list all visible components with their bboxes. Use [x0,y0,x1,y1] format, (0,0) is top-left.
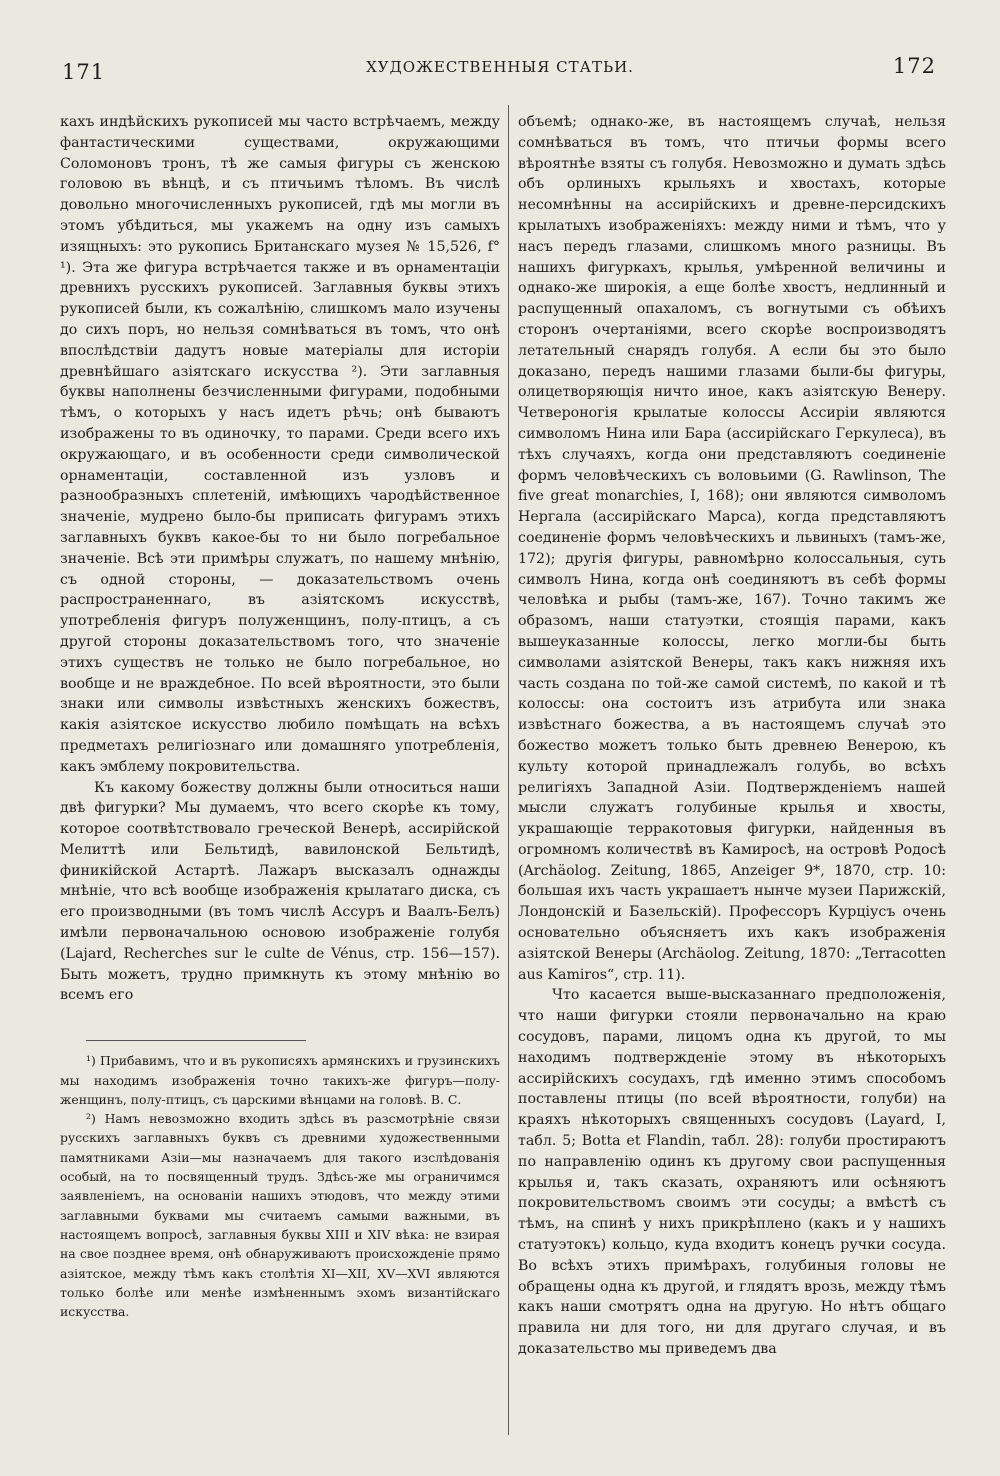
right-column [518,112,946,1438]
running-header [0,48,1000,88]
page-number-left: 171 [62,60,106,84]
left-column [60,112,500,1428]
footnote: ¹) Прибавимъ, что и въ рукописяхъ армянскихъ и грузинскихъ мы находимъ изображенія точно такихъ-же фигуръ—полу-женщинъ, полу-птицъ, съ царскими вѣнцами на головѣ. В. С. [60,1053,500,1107]
page-number-right: 172 [892,54,936,78]
running-title: ХУДОЖЕСТВЕННЫЯ СТАТЬИ. [366,58,634,76]
paragraph: объемѣ; однако-же, въ настоящемъ случаѣ, нельзя сомнѣваться въ томъ, что птичьи формы всего вѣроятнѣе взяты съ голубя. Невозможно и думать здѣсь объ орлиныхъ крыльяхъ и хвостахъ, которые несомнѣнны на ассирійскихъ и древне-персидскихъ крылатыхъ изображеніяхъ: между ними и тѣмъ, что у насъ передъ глазами, слишкомъ много разницы. Въ нашихъ фигуркахъ, крылья, умѣренной величины и однако-же широкія, а еще болѣе хвостъ, недлинный и распущенный опахаломъ, съ вогнутыми съ обѣихъ сторонъ очертаніями, всего скорѣе воспроизводятъ летательный снарядъ голубя. А если бы это было доказано, передъ нашими глазами были-бы фигуры, олицетворяющія ничто иное, какъ азіятскую Венеру. Четвероногія крылатые колоссы Ассиріи являются символомъ Нина или Бара (ассирійскаго Геркулеса), въ тѣхъ случаяхъ, когда они представляютъ соединеніе формъ человѣческихъ съ воловьими (G. Rawlinson, The five great monarchies, I, 168); они являются символомъ Нергала (ассирійскаго Марса), когда представляютъ соединеніе формъ человѣческихъ и львиныхъ (тамъ-же, 172); другія фигуры, равномѣрно колоссальныя, суть символъ Нина, когда онѣ соединяютъ въ себѣ формы человѣка и рыбы (тамъ-же, 167). Точно такимъ же образомъ, наши статуэтки, стоящія парами, какъ вышеуказанные колоссы, легко могли-бы быть символами азіятской Венеры, такъ какъ нижняя ихъ часть создана по той-же самой системѣ, по какой и тѣ колоссы: она состоитъ изъ атрибута или знака извѣстнаго божества, а въ настоящемъ случаѣ это божество можетъ только быть древнею Венерою, къ культу которой принадлежалъ голубь, во всѣхъ религіяхъ Западной Азіи. Подтвержденіемъ нашей мысли служатъ голубиные крылья и хвосты, украшающіе терракотовыя фигурки, найденныя въ огромномъ количествѣ въ Камиросѣ, на островѣ Родосѣ (Archäolog. Zeitung, 1865, Anzeiger 9*, 1870, стр. 10: большая ихъ часть украшаетъ нынче музеи Парижскій, Лондонскій и Базельскій). Профессоръ Курціусъ очень основательно объясняетъ ихъ какъ изображенія азіятской Венеры (Archäolog. Zeitung, 1870: „Terracotten aus Kamiros“, стр. 11). [518,114,946,983]
column-divider [508,105,509,1435]
paragraph: Къ какому божеству должны были относиться наши двѣ фигурки? Мы думаемъ, что всего скорѣе къ тому, которое соотвѣтствовало греческой Венерѣ, ассирійской Мелиттѣ или Бельтидѣ, вавилонской Бельтидѣ, финикійской Астартѣ. Лажаръ высказалъ однажды мнѣніе, что всѣ вообще изображенія крылатаго диска, съ его производными (въ томъ числѣ Ассуръ и Ваалъ-Белъ) имѣли первоначальною основою изображеніе голубя (Lajard, Recherches sur le culte de Vénus, стр. 156—157). Быть можетъ, трудно примкнуть къ этому мнѣнію во всемъ его [60,779,500,1004]
paragraph: кахъ индѣйскихъ рукописей мы часто встрѣчаемъ, между фантастическими существами, окружающими Соломоновъ тронъ, тѣ же самыя фигуры съ женскою головою въ вѣнцѣ, и съ птичьимъ тѣломъ. Въ числѣ довольно многочисленныхъ рукописей, гдѣ мы могли въ этомъ убѣдиться, мы укажемъ на одну изъ самыхъ изящныхъ: это рукопись Британскаго музея № 15,526, f° ¹). Эта же фигура встрѣчается также и въ орнаментаціи древнихъ русскихъ рукописей. Заглавныя буквы этихъ рукописей были, къ сожалѣнію, слишкомъ мало изучены до сихъ поръ, но нельзя сомнѣваться въ томъ, что онѣ впослѣдствіи дадутъ новые матеріалы для исторіи древнѣйшаго азіятскаго искусства ²). Эти заглавныя буквы наполнены безчисленными фигурами, подобными тѣмъ, о которыхъ у насъ идетъ рѣчь; онѣ бываютъ изображены то въ одиночку, то парами. Среди всего ихъ окружающаго, и въ особенности среди символической орнаментаціи, составленной изъ узловъ и разнообразныхъ сплетеній, имѣющихъ чародѣйственное значеніе, мудрено было-бы приписать фигурамъ этихъ заглавныхъ буквъ какое-бы то ни было погребальное значеніе. Всѣ эти примѣры служатъ, по нашему мнѣнію, съ одной стороны, — доказательствомъ очень распространеннаго, въ азіятскомъ искусствѣ, употребленія фигуръ полуженщинъ, полу-птицъ, а съ другой стороны доказательствомъ того, что значеніе этихъ существъ не только не было погребальное, но вообще и не враждебное. По всей вѣроятности, это были знаки или символы извѣстныхъ женскихъ божествъ, какія азіятское искусство любило помѣщать на всѣхъ предметахъ религіознаго или домашняго употребленія, какъ эмблему покровительства. [60,114,500,775]
paragraph: Что касается выше-высказаннаго предположенія, что наши фигурки стояли первоначально на краю сосудовъ, парами, лицомъ одна къ другой, то мы находимъ подтвержденіе этому въ нѣкоторыхъ ассирійскихъ сосудахъ, гдѣ именно этимъ способомъ поставлены птицы (по всей вѣроятности, голуби) на краяхъ нѣкоторыхъ священныхъ сосудовъ (Layard, I, табл. 5; Botta et Flandin, табл. 28): голуби простираютъ по направленію одинъ къ другому свои распущенныя крылья и, такъ сказать, охраняютъ или осѣняютъ покровительствомъ своимъ эти сосуды; а вмѣстѣ съ тѣмъ, на спинѣ у нихъ прикрѣплено (какъ и у нашихъ статуэтокъ) кольцо, куда входитъ конецъ ручки сосуда. Во всѣхъ этихъ примѣрахъ, голубиныя головы не обращены одна къ другой, и глядятъ врозь, между тѣмъ какъ наши смотрятъ одна на другую. Но нѣтъ общаго правила ни для того, ни для другаго случая, и въ доказательство мы приведемъ два [518,987,946,1358]
footnote-separator [86,1040,306,1041]
footnote: ²) Намъ невозможно входить здѣсь въ разсмотрѣніе связи русскихъ заглавныхъ буквъ съ древними художественными памятниками Азіи—мы назначаемъ для такого изслѣдованія особый, на то посвященный трудъ. Здѣсь-же мы ограничимся заявленіемъ, на основаніи нашихъ этюдовъ, что между этими заглавными буквами мы считаемъ самыми важными, въ настоящемъ вопросѣ, заглавныя буквы XIII и XIV вѣка: не взирая на свое позднее время, онѣ обнаруживаютъ происхожденіе прямо азіятское, между тѣмъ какъ столѣтія XI—XII, XV—XVI являются только болѣе или менѣе измѣненнымъ эхомъ византійскаго искусства. [60,1111,500,1320]
